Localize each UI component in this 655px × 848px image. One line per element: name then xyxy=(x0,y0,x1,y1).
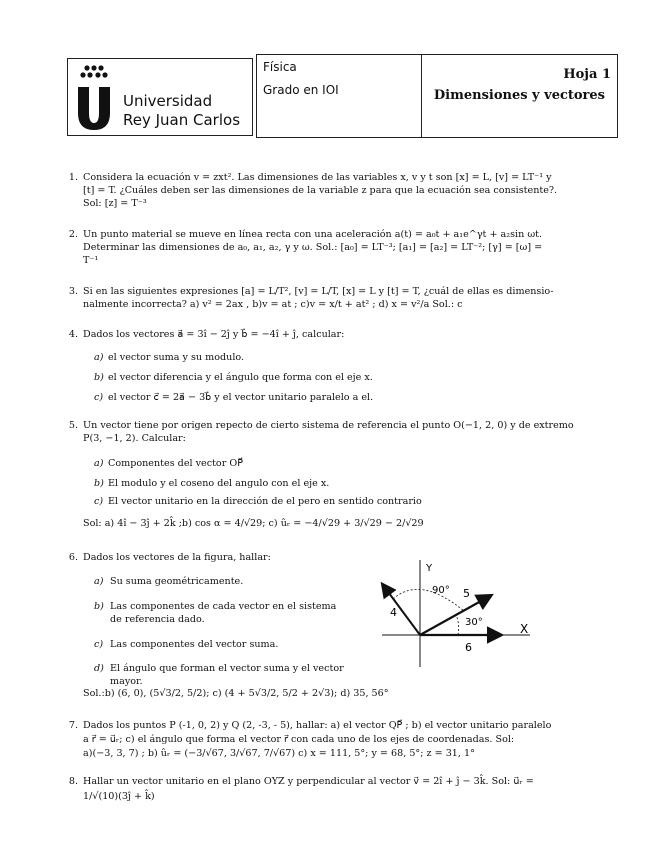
university-name-line2: Rey Juan Carlos xyxy=(123,111,241,129)
item-text: Componentes del vector OP⃗ xyxy=(108,458,243,469)
course-info-box xyxy=(256,54,422,138)
problem-text-line: Si en las siguientes expresiones [a] = L/T², [v] = L/T, [x] = L y [t] = T, ¿cuál de ellas es dimensio- xyxy=(83,286,554,297)
problem-solution: Sol: [z] = T⁻³ xyxy=(83,198,147,209)
problem-text-line: P(3, −1, 2). Calcular: xyxy=(83,433,186,444)
angle-arc-90 xyxy=(393,589,464,611)
magnitude-6-label: 6 xyxy=(465,641,472,654)
problem-solution: a)(−3, 3, 7) ; b) ûᵣ = (−3/√67, 3/√67, 7/√67) c) x = 111, 5°; y = 68, 5°; z = 31, 1° xyxy=(83,748,475,759)
item-label: b) xyxy=(94,478,104,489)
angle-arc-30 xyxy=(456,615,459,635)
problem-solution: 1/√(10)(3ĵ + k̂) xyxy=(83,791,155,802)
item-text: Las componentes de cada vector en el sistema xyxy=(110,601,337,612)
problem-number: 4. xyxy=(68,329,78,340)
problem-text-line: Considera la ecuación v = zxt². Las dimensiones de las variables x, v y t son [x] = L, [v] = LT⁻¹ y xyxy=(83,172,552,183)
angle-30-label: 30° xyxy=(465,617,483,628)
problem-text-line: nalmente incorrecta? a) v² = 2ax , b)v = at ; c)v = x/t + at² ; d) x = v²/a Sol.: c xyxy=(83,299,463,310)
problem-text-line: Hallar un vector unitario en el plano OYZ y perpendicular al vector v⃗ = 2î + ĵ − 3k̂. Sol: u⃗ᵣ = xyxy=(83,776,534,787)
sheet-topic: Dimensiones y vectores xyxy=(433,88,605,103)
problem-text-line: [t] = T. ¿Cuáles deben ser las dimensiones de la variable z para que la ecuación sea consistente?. xyxy=(83,185,558,196)
angle-90-label: 90° xyxy=(432,585,450,596)
problem-number: 3. xyxy=(68,286,78,297)
item-text: El vector unitario en la dirección de el pero en sentido contrario xyxy=(108,496,422,507)
vector-figure xyxy=(370,555,545,675)
problem-number: 6. xyxy=(68,552,78,563)
magnitude-5-label: 5 xyxy=(463,587,470,600)
problem-number: 5. xyxy=(68,420,78,431)
magnitude-4-label: 4 xyxy=(390,606,397,619)
problem-text-line: Dados los puntos P (-1, 0, 2) y Q (2, -3, - 5), hallar: a) el vector QP⃗ ; b) el vector unitario paralelo xyxy=(83,720,552,731)
vector-4-arrow xyxy=(383,585,420,635)
item-label: b) xyxy=(94,601,104,612)
problem-number: 2. xyxy=(68,229,78,240)
university-name-line1: Universidad xyxy=(123,92,213,110)
problem-number: 8. xyxy=(68,776,78,787)
item-label: a) xyxy=(94,458,104,469)
item-text: el vector suma y su modulo. xyxy=(108,352,245,363)
x-axis-label: X xyxy=(520,622,529,636)
problem-text-line: T⁻¹ xyxy=(83,255,99,266)
problem-intro: Dados los vectores de la figura, hallar: xyxy=(83,552,271,563)
problem-intro: Dados los vectores a⃗ = 3î − 2ĵ y b⃗ = −4î + ĵ, calcular: xyxy=(83,329,345,340)
item-label: a) xyxy=(94,352,104,363)
problem-number: 7. xyxy=(68,720,78,731)
vector-5-arrow xyxy=(420,596,490,635)
problem-text-line: Un vector tiene por origen repecto de cierto sistema de referencia el punto O(−1, 2, 0) y de extremo xyxy=(83,420,574,431)
item-text: de referencia dado. xyxy=(110,614,205,625)
degree-label: Grado en IOI xyxy=(263,83,339,97)
item-text: Su suma geométricamente. xyxy=(110,576,244,587)
item-text: el vector c⃗ = 2a⃗ − 3b⃗ y el vector unitario paralelo a el. xyxy=(108,392,374,403)
item-label: c) xyxy=(94,392,104,403)
y-axis-label: Y xyxy=(426,563,433,574)
item-label: d) xyxy=(94,663,104,674)
sheet-info-box xyxy=(421,54,618,138)
item-text: El modulo y el coseno del angulo con el eje x. xyxy=(108,478,330,489)
item-label: c) xyxy=(94,639,104,650)
problem-text-line: Determinar las dimensiones de a₀, a₁, a₂, γ y ω. Sol.: [a₀] = LT⁻³; [a₁] = [a₂] = LT⁻²; [γ] = [ω] = xyxy=(83,242,543,253)
subject-label: Física xyxy=(263,60,297,74)
item-label: a) xyxy=(94,576,104,587)
university-crown-icon xyxy=(74,63,114,131)
problem-text-line: Un punto material se mueve en línea recta con una aceleración a(t) = a₀t + a₁e^γt + a₂sin ωt. xyxy=(83,229,543,240)
item-text: Las componentes del vector suma. xyxy=(110,639,279,650)
problem-number: 1. xyxy=(68,172,78,183)
item-text: mayor. xyxy=(110,676,143,687)
item-label: b) xyxy=(94,372,104,383)
problem-solution: Sol: a) 4î − 3ĵ + 2k̂ ;b) cos α = 4/√29; c) ûᵣ = −4/√29 + 3/√29 − 2/√29 xyxy=(83,518,424,529)
item-text: El ángulo que forman el vector suma y el vector xyxy=(110,663,344,674)
problem-text-line: a r⃗ = u⃗ᵣ; c) el ángulo que forma el vector r⃗ con cada uno de los ejes de coordenadas. Sol: xyxy=(83,734,515,745)
university-logo-box xyxy=(67,58,253,136)
sheet-number: Hoja 1 xyxy=(563,67,611,82)
item-text: el vector diferencia y el ángulo que forma con el eje x. xyxy=(108,372,373,383)
item-label: c) xyxy=(94,496,104,507)
problem-solution: Sol.:b) (6, 0), (5√3/2, 5/2); c) (4 + 5√3/2, 5/2 + 2√3); d) 35, 56° xyxy=(83,688,389,699)
